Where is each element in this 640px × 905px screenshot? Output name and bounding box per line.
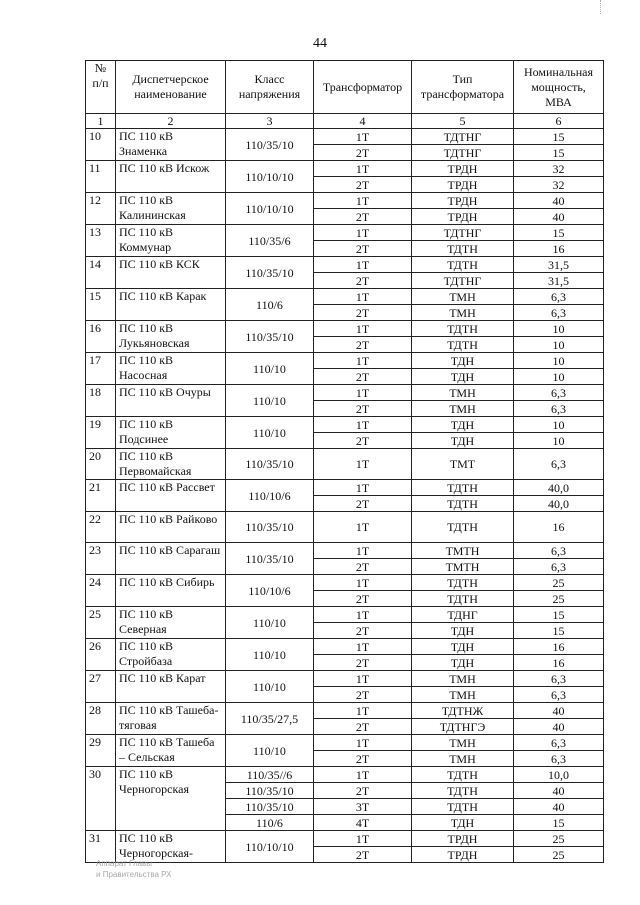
table-row xyxy=(86,193,604,209)
rated-power: 40 xyxy=(514,703,604,719)
substation-name: ПС 110 кВ Лукьяновская xyxy=(116,321,226,353)
stamp-line: Аппарат Главы xyxy=(96,859,153,868)
substation-name: ПС 110 кВ КСК xyxy=(116,257,226,289)
rated-power: 6,3 xyxy=(514,687,604,703)
page-number: 44 xyxy=(313,36,327,51)
rated-power: 10 xyxy=(514,353,604,369)
substation-name: ПС 110 кВ Коммунар xyxy=(116,225,226,257)
rated-power: 15 xyxy=(514,607,604,623)
transformer-id: 3Т xyxy=(314,799,412,815)
voltage-class: 110/35/10 xyxy=(226,512,314,543)
row-number: 11 xyxy=(86,161,116,193)
substation-name: ПС 110 кВ Очуры xyxy=(116,385,226,417)
rated-power: 40 xyxy=(514,783,604,799)
rated-power: 6,3 xyxy=(514,449,604,480)
transformer-type: ТДН xyxy=(412,353,514,369)
transformer-id: 1Т xyxy=(314,607,412,623)
substation-name: ПС 110 кВ Знаменка xyxy=(116,129,226,161)
transformer-id: 2Т xyxy=(314,655,412,671)
substation-name: ПС 110 кВ Райково xyxy=(116,512,226,543)
voltage-class: 110/35/10 xyxy=(226,321,314,353)
transformer-type: ТМТН xyxy=(412,543,514,559)
transformer-type: ТРДН xyxy=(412,161,514,177)
table-row xyxy=(86,575,604,591)
voltage-class: 110/10/6 xyxy=(226,480,314,512)
voltage-class: 110/6 xyxy=(226,815,314,831)
rated-power: 15 xyxy=(514,145,604,161)
transformer-id: 2Т xyxy=(314,496,412,512)
transformer-type: ТДТН xyxy=(412,767,514,783)
voltage-class: 110/10 xyxy=(226,607,314,639)
table-row xyxy=(86,831,604,847)
transformer-id: 1Т xyxy=(314,512,412,543)
substation-name: ПС 110 кВ Калининская xyxy=(116,193,226,225)
transformer-id: 2Т xyxy=(314,145,412,161)
row-number: 15 xyxy=(86,289,116,321)
rated-power: 6,3 xyxy=(514,735,604,751)
rated-power: 16 xyxy=(514,241,604,257)
transformer-id: 1Т xyxy=(314,385,412,401)
rated-power: 6,3 xyxy=(514,543,604,559)
transformer-type: ТДН xyxy=(412,433,514,449)
transformer-id: 1Т xyxy=(314,417,412,433)
transformer-id: 2Т xyxy=(314,751,412,767)
transformer-id: 2Т xyxy=(314,305,412,321)
rated-power: 31,5 xyxy=(514,273,604,289)
column-index-row xyxy=(86,114,604,129)
rated-power: 40 xyxy=(514,209,604,225)
transformer-type: ТДТН xyxy=(412,241,514,257)
row-number: 28 xyxy=(86,703,116,735)
transformer-type: ТРДН xyxy=(412,831,514,847)
substation-name: ПС 110 кВ Первомайская xyxy=(116,449,226,480)
voltage-class: 110/10/6 xyxy=(226,575,314,607)
voltage-class: 110/10 xyxy=(226,353,314,385)
voltage-class: 110/35/27,5 xyxy=(226,703,314,735)
header-power: Номинальная мощность, МВА xyxy=(514,61,604,114)
row-number: 22 xyxy=(86,512,116,543)
voltage-class: 110/35/6 xyxy=(226,225,314,257)
substation-name: ПС 110 кВ Северная xyxy=(116,607,226,639)
transformer-id: 2Т xyxy=(314,847,412,863)
transformer-id: 1Т xyxy=(314,257,412,273)
transformer-type: ТМН xyxy=(412,305,514,321)
row-number: 19 xyxy=(86,417,116,449)
row-number: 25 xyxy=(86,607,116,639)
table-row xyxy=(86,703,604,719)
transformer-id: 1Т xyxy=(314,703,412,719)
transformer-type: ТДТНГЭ xyxy=(412,719,514,735)
rated-power: 15 xyxy=(514,623,604,639)
row-number: 30 xyxy=(86,767,116,831)
transformer-type: ТДТНГ xyxy=(412,225,514,241)
substation-name: ПС 110 кВ Искож xyxy=(116,161,226,193)
transformer-type: ТДТН xyxy=(412,591,514,607)
transformer-id: 1Т xyxy=(314,449,412,480)
transformer-id: 1Т xyxy=(314,321,412,337)
row-number: 13 xyxy=(86,225,116,257)
voltage-class: 110/10 xyxy=(226,671,314,703)
transformer-id: 1Т xyxy=(314,543,412,559)
row-number: 26 xyxy=(86,639,116,671)
substation-name: ПС 110 кВ Черногорская xyxy=(116,767,226,831)
table-row xyxy=(86,257,604,273)
rated-power: 6,3 xyxy=(514,385,604,401)
row-number: 21 xyxy=(86,480,116,512)
rated-power: 25 xyxy=(514,575,604,591)
row-number: 18 xyxy=(86,385,116,417)
voltage-class: 110/35/10 xyxy=(226,257,314,289)
voltage-class: 110/10 xyxy=(226,639,314,671)
transformer-id: 2Т xyxy=(314,433,412,449)
archive-stamp xyxy=(96,858,206,880)
rated-power: 10 xyxy=(514,417,604,433)
transformer-type: ТДТН xyxy=(412,337,514,353)
transformer-id: 1Т xyxy=(314,161,412,177)
rated-power: 40 xyxy=(514,799,604,815)
transformer-type: ТДН xyxy=(412,369,514,385)
transformer-id: 2Т xyxy=(314,783,412,799)
row-number: 10 xyxy=(86,129,116,161)
row-number: 29 xyxy=(86,735,116,767)
transformer-id: 2Т xyxy=(314,273,412,289)
transformer-type: ТДТН xyxy=(412,512,514,543)
transformer-type: ТДТН xyxy=(412,321,514,337)
transformer-type: ТРДН xyxy=(412,193,514,209)
voltage-class: 110/10/10 xyxy=(226,193,314,225)
transformer-id: 2Т xyxy=(314,401,412,417)
transformer-type: ТМН xyxy=(412,751,514,767)
table-row xyxy=(86,607,604,623)
transformer-id: 2Т xyxy=(314,209,412,225)
rated-power: 25 xyxy=(514,831,604,847)
row-number: 12 xyxy=(86,193,116,225)
voltage-class: 110/10/10 xyxy=(226,161,314,193)
transformer-type: ТМН xyxy=(412,289,514,305)
transformer-type: ТДН xyxy=(412,815,514,831)
table-row xyxy=(86,543,604,559)
transformer-id: 1Т xyxy=(314,353,412,369)
voltage-class: 110/35/10 xyxy=(226,543,314,575)
voltage-class: 110/6 xyxy=(226,289,314,321)
rated-power: 25 xyxy=(514,591,604,607)
transformer-type: ТДНГ xyxy=(412,607,514,623)
margin-mark xyxy=(600,0,602,14)
column-index: 4 xyxy=(314,114,412,129)
transformer-id: 2Т xyxy=(314,337,412,353)
stamp-line: и Правительства РХ xyxy=(96,870,172,879)
transformer-type: ТДТНГ xyxy=(412,129,514,145)
transformer-id: 1Т xyxy=(314,639,412,655)
transformer-type: ТМН xyxy=(412,401,514,417)
column-index: 5 xyxy=(412,114,514,129)
header-transformer: Трансформатор xyxy=(314,61,412,114)
row-number: 16 xyxy=(86,321,116,353)
transformer-id: 1Т xyxy=(314,289,412,305)
rated-power: 32 xyxy=(514,177,604,193)
voltage-class: 110/10 xyxy=(226,735,314,767)
table-row xyxy=(86,449,604,480)
table-row xyxy=(86,225,604,241)
voltage-class: 110/10 xyxy=(226,417,314,449)
voltage-class: 110/35/10 xyxy=(226,449,314,480)
transformer-id: 2Т xyxy=(314,559,412,575)
rated-power: 6,3 xyxy=(514,289,604,305)
rated-power: 10,0 xyxy=(514,767,604,783)
transformer-type: ТРДН xyxy=(412,177,514,193)
header-num: № п/п xyxy=(86,61,116,114)
substation-name: ПС 110 кВ Сибирь xyxy=(116,575,226,607)
transformer-type: ТДН xyxy=(412,623,514,639)
voltage-class: 110/35/10 xyxy=(226,129,314,161)
rated-power: 10 xyxy=(514,337,604,353)
voltage-class: 110/35//6 xyxy=(226,767,314,783)
transformer-type: ТРДН xyxy=(412,847,514,863)
transformer-type: ТДТН xyxy=(412,799,514,815)
transformer-type: ТМН xyxy=(412,687,514,703)
transformer-id: 1Т xyxy=(314,831,412,847)
transformer-id: 1Т xyxy=(314,575,412,591)
rated-power: 16 xyxy=(514,512,604,543)
table-row xyxy=(86,480,604,496)
transformer-type: ТДТН xyxy=(412,783,514,799)
row-number: 14 xyxy=(86,257,116,289)
transformer-type: ТДТН xyxy=(412,496,514,512)
rated-power: 6,3 xyxy=(514,559,604,575)
voltage-class: 110/10/10 xyxy=(226,831,314,863)
transformer-type: ТМН xyxy=(412,671,514,687)
transformer-type: ТДТНЖ xyxy=(412,703,514,719)
table-body xyxy=(86,114,604,863)
transformer-id: 2Т xyxy=(314,623,412,639)
table-row xyxy=(86,735,604,751)
rated-power: 6,3 xyxy=(514,401,604,417)
rated-power: 40 xyxy=(514,193,604,209)
transformer-id: 1Т xyxy=(314,225,412,241)
table-row xyxy=(86,512,604,543)
transformer-id: 1Т xyxy=(314,735,412,751)
transformer-type: ТДТН xyxy=(412,575,514,591)
transformer-id: 2Т xyxy=(314,241,412,257)
table-header xyxy=(86,61,604,114)
table-row xyxy=(86,353,604,369)
rated-power: 10 xyxy=(514,321,604,337)
rated-power: 25 xyxy=(514,847,604,863)
table-row xyxy=(86,161,604,177)
table-row xyxy=(86,129,604,145)
transformer-id: 2Т xyxy=(314,591,412,607)
substation-name: ПС 110 кВ Подсинее xyxy=(116,417,226,449)
transformer-id: 2Т xyxy=(314,177,412,193)
rated-power: 40 xyxy=(514,719,604,735)
transformer-id: 2Т xyxy=(314,369,412,385)
voltage-class: 110/10 xyxy=(226,385,314,417)
rated-power: 40,0 xyxy=(514,480,604,496)
transformer-id: 1Т xyxy=(314,767,412,783)
row-number: 17 xyxy=(86,353,116,385)
row-number: 20 xyxy=(86,449,116,480)
substation-name: ПС 110 кВ Рассвет xyxy=(116,480,226,512)
header-name: Диспетчерское наименование xyxy=(116,61,226,114)
column-index: 2 xyxy=(116,114,226,129)
rated-power: 10 xyxy=(514,369,604,385)
transformer-type: ТДТНГ xyxy=(412,273,514,289)
substation-name: ПС 110 кВ Ташеба – Сельская xyxy=(116,735,226,767)
transformer-id: 1Т xyxy=(314,671,412,687)
transformer-id: 1Т xyxy=(314,480,412,496)
transformer-type: ТДН xyxy=(412,417,514,433)
header-voltage: Класс напряжения xyxy=(226,61,314,114)
substation-name: ПС 110 кВ Сарагаш xyxy=(116,543,226,575)
transformer-id: 1Т xyxy=(314,129,412,145)
table-row xyxy=(86,385,604,401)
rated-power: 15 xyxy=(514,815,604,831)
rated-power: 16 xyxy=(514,655,604,671)
transformer-type: ТРДН xyxy=(412,209,514,225)
transformer-type: ТДТНГ xyxy=(412,145,514,161)
transformer-id: 2Т xyxy=(314,719,412,735)
column-index: 6 xyxy=(514,114,604,129)
transformer-type: ТДТН xyxy=(412,257,514,273)
voltage-class: 110/35/10 xyxy=(226,783,314,799)
rated-power: 15 xyxy=(514,225,604,241)
substation-name: ПС 110 кВ Карак xyxy=(116,289,226,321)
substation-name: ПС 110 кВ Насосная xyxy=(116,353,226,385)
rated-power: 40,0 xyxy=(514,496,604,512)
substation-name: ПС 110 кВ Ташеба-тяговая xyxy=(116,703,226,735)
transformer-type: ТМН xyxy=(412,735,514,751)
substation-name: ПС 110 кВ Черногорская- xyxy=(116,831,226,863)
transformer-type: ТДН xyxy=(412,655,514,671)
rated-power: 32 xyxy=(514,161,604,177)
rated-power: 16 xyxy=(514,639,604,655)
transformer-type: ТДТН xyxy=(412,480,514,496)
table-row xyxy=(86,639,604,655)
row-number: 24 xyxy=(86,575,116,607)
table-row xyxy=(86,767,604,783)
column-index: 1 xyxy=(86,114,116,129)
rated-power: 6,3 xyxy=(514,305,604,321)
column-index: 3 xyxy=(226,114,314,129)
substation-name: ПС 110 кВ Карат xyxy=(116,671,226,703)
transformer-id: 2Т xyxy=(314,687,412,703)
voltage-class: 110/35/10 xyxy=(226,799,314,815)
row-number: 23 xyxy=(86,543,116,575)
rated-power: 10 xyxy=(514,433,604,449)
table-row xyxy=(86,671,604,687)
rated-power: 6,3 xyxy=(514,671,604,687)
table-row xyxy=(86,321,604,337)
transformer-type: ТМТН xyxy=(412,559,514,575)
table-row xyxy=(86,417,604,433)
rated-power: 6,3 xyxy=(514,751,604,767)
row-number: 31 xyxy=(86,831,116,863)
transformer-type: ТДН xyxy=(412,639,514,655)
transformer-id: 4Т xyxy=(314,815,412,831)
transformer-type: ТМН xyxy=(412,385,514,401)
header-type: Тип трансформатора xyxy=(412,61,514,114)
rated-power: 15 xyxy=(514,129,604,145)
transformer-table xyxy=(85,60,604,863)
rated-power: 31,5 xyxy=(514,257,604,273)
row-number: 27 xyxy=(86,671,116,703)
substation-name: ПС 110 кВ Стройбаза xyxy=(116,639,226,671)
transformer-type: ТМТ xyxy=(412,449,514,480)
table-row xyxy=(86,289,604,305)
transformer-id: 1Т xyxy=(314,193,412,209)
